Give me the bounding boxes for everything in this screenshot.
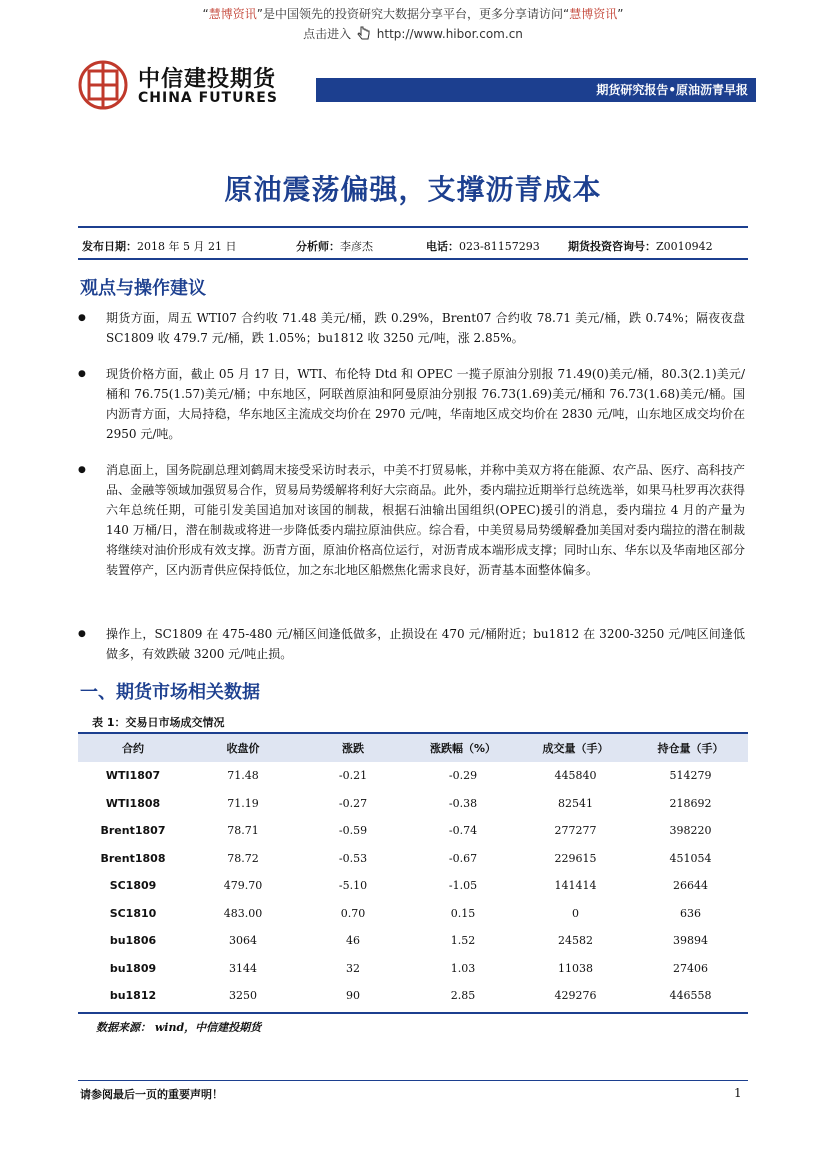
table-cell: 3250 — [229, 989, 257, 1003]
bullet-futures — [80, 308, 745, 348]
table-cell: 71.48 — [227, 769, 259, 783]
table-row — [78, 762, 748, 790]
analyst-value: 李彦杰 — [340, 240, 373, 253]
table-cell: -5.10 — [338, 879, 368, 893]
table-cell: 1.03 — [450, 961, 476, 975]
phone — [426, 238, 540, 254]
table-cell: 398220 — [669, 824, 712, 838]
promo-quote-close: ” — [617, 7, 624, 21]
contract-cell: SC1810 — [109, 906, 157, 920]
column-header: 涨跌 — [342, 742, 364, 755]
column-header: 合约 — [122, 742, 144, 755]
column-header: 持仓量（手） — [657, 742, 724, 755]
bullet-operation — [80, 624, 745, 664]
table-cell: 0.15 — [450, 906, 476, 920]
table-cell: 39894 — [673, 934, 708, 948]
table-cell: 636 — [680, 906, 701, 920]
table-cell: -0.21 — [338, 769, 368, 783]
contract-cell: bu1812 — [109, 989, 157, 1003]
table-cell: 0 — [572, 906, 579, 920]
bullet-text: 操作上，SC1809 在 475-480 元/桶区间逢低做多，止损设在 470 元/桶附近；bu1812 在 3200-3250 元/吨区间逢低做多，有效跌破 3200 元/吨止损。 — [106, 627, 745, 661]
promo-text: ”是中国领先的投资研究大数据分享平台，更多分享请访问“ — [256, 7, 570, 21]
promo-line — [0, 6, 826, 22]
column-header: 收盘价 — [226, 742, 260, 755]
table-cell: 26644 — [673, 879, 708, 893]
citic-logo-icon — [78, 60, 128, 110]
table-row — [78, 927, 748, 955]
table-row — [78, 790, 748, 818]
table-cell: -0.27 — [338, 796, 368, 810]
table-cell: 3144 — [229, 961, 257, 975]
bullet-icon: ● — [78, 313, 86, 323]
table-cell: -0.53 — [338, 851, 368, 865]
table-cell: 446558 — [669, 989, 712, 1003]
table-cell: 78.72 — [227, 851, 259, 865]
disclaimer-notice: 请参阅最后一页的重要声明！ — [80, 1088, 223, 1101]
analyst — [296, 238, 373, 254]
promo-enter-label: 点击进入 — [303, 27, 352, 41]
table-cell: 451054 — [669, 851, 712, 865]
phone-label: 电话： — [426, 240, 459, 253]
table-row — [78, 982, 748, 1010]
table-cell: -0.67 — [448, 851, 478, 865]
table-cell: 90 — [346, 989, 360, 1003]
table-caption: 表 1：交易日市场成交情况 — [92, 716, 225, 729]
contract-cell: Brent1807 — [100, 824, 166, 838]
license-value: Z0010942 — [656, 240, 713, 253]
table-cell: 1.52 — [450, 934, 476, 948]
bullet-spot-price — [80, 364, 745, 444]
promo-url-link[interactable]: http://www.hibor.com.cn — [376, 27, 523, 41]
contract-cell: bu1806 — [109, 934, 157, 948]
table-cell: -0.74 — [448, 824, 478, 838]
column-header: 涨跌幅（%） — [429, 742, 497, 755]
table-cell: 24582 — [558, 934, 593, 948]
bullet-text: 期货方面，周五 WTI07 合约收 71.48 美元/桶，跌 0.29%，Brent07 合约收 78.71 美元/桶，跌 0.74%；隔夜夜盘 SC1809 收 479.7 元/桶，跌 1.05%；bu1812 收 3250 元/吨，涨 2.85%。 — [106, 311, 745, 345]
company-name-en: CHINA FUTURES — [138, 90, 278, 106]
license-number — [568, 238, 713, 254]
table-cell: 46 — [346, 934, 360, 948]
promo-brand[interactable]: 慧博资讯 — [208, 7, 257, 21]
table-row — [78, 872, 748, 900]
title-divider — [78, 226, 748, 228]
contract-cell: WTI1808 — [105, 796, 161, 810]
table-cell: -0.29 — [448, 769, 478, 783]
report-title: 原油震荡偏强，支撑沥青成本 — [224, 173, 602, 206]
bullet-icon: ● — [78, 465, 86, 475]
table-cell: 32 — [346, 961, 360, 975]
publish-date-value: 2018 年 5 月 21 日 — [137, 240, 237, 253]
contract-cell: bu1809 — [109, 961, 157, 975]
page-number: 1 — [734, 1086, 742, 1100]
table-row — [78, 817, 748, 845]
report-type-banner — [316, 78, 756, 102]
table-cell: -0.59 — [338, 824, 368, 838]
table-cell: 82541 — [558, 796, 593, 810]
table-cell: 483.00 — [223, 906, 263, 920]
table-row — [78, 900, 748, 928]
table-cell: 2.85 — [450, 989, 476, 1003]
footer-divider — [78, 1080, 748, 1081]
table-cell: 78.71 — [227, 824, 259, 838]
table-bottom-rule — [78, 1012, 748, 1014]
bullet-news — [80, 460, 745, 580]
promo-brand-2[interactable]: 慧博资讯 — [569, 7, 618, 21]
column-header: 成交量（手） — [542, 742, 609, 755]
contract-cell: SC1809 — [109, 879, 157, 893]
bullet-text: 消息面上，国务院副总理刘鹤周末接受采访时表示，中美不打贸易帐，并称中美双方将在能源、农产品、医疗、高科技产品、金融等领域加强贸易合作，贸易局势缓解将利好大宗商品。此外，委内瑞拉近期举行总统选举，如果马杜罗再次获得六年总统任期，可能引发美国追加对该国的制裁，根据石油输出国组织(OPEC)援引的消息，委内瑞拉 4 月的产量为 140 万桶/日，潜在制裁或将进一步降低委内瑞拉原油供应。综合看，中美贸易局势缓解叠加美国对委内瑞拉的潜在制裁将继续对油价形成有效支撑。沥青方面，原油价格高位运行，对沥青成本端形成支撑；同时山东、华东以及华南地区部分装置停产，区内沥青供应保持低位，加之东北地区船燃焦化需求良好，沥青基本面整体偏多。 — [106, 463, 745, 577]
table-cell: -0.38 — [448, 796, 478, 810]
table-cell: -1.05 — [448, 879, 478, 893]
data-source-note: 数据来源： wind，中信建投期货 — [96, 1021, 262, 1034]
hand-cursor-icon — [357, 26, 371, 40]
bullet-icon: ● — [78, 369, 86, 379]
license-label: 期货投资咨询号： — [568, 240, 656, 253]
meta-divider — [78, 258, 748, 260]
table-cell: 0.70 — [340, 906, 366, 920]
analyst-label: 分析师： — [296, 240, 340, 253]
publish-date-label: 发布日期： — [82, 240, 137, 253]
table-cell: 229615 — [554, 851, 597, 865]
phone-value: 023-81157293 — [459, 240, 540, 253]
section-title-market-data: 一、期货市场相关数据 — [80, 682, 260, 703]
section-title-viewpoint: 观点与操作建议 — [80, 278, 206, 299]
table-cell: 445840 — [554, 769, 597, 783]
promo-link-line[interactable] — [0, 25, 826, 42]
market-data-table — [78, 734, 748, 1010]
table-cell: 3064 — [229, 934, 257, 948]
contract-cell: Brent1808 — [100, 851, 166, 865]
report-type-label: 期货研究报告•原油沥青早报 — [596, 83, 748, 97]
bullet-text: 现货价格方面，截止 05 月 17 日，WTI、布伦特 Dtd 和 OPEC 一揽子原油分别报 71.49(0)美元/桶，80.3(2.1)美元/桶和 76.75(1.57)美元/桶；中东地区，阿联酋原油和阿曼原油分别报 76.73(1.69)美元/桶和 76.73(1.68)美元/桶。国内沥青方面，大局持稳，华东地区主流成交均价在 2970 元/吨，华南地区成交均价在 2830 元/吨，山东地区成交均价在 2950 元/吨。 — [106, 367, 745, 441]
table-cell: 514279 — [669, 769, 712, 783]
table-cell: 141414 — [554, 879, 597, 893]
table-cell: 11038 — [558, 961, 593, 975]
table-cell: 71.19 — [227, 796, 259, 810]
table-cell: 218692 — [669, 796, 712, 810]
bullet-icon: ● — [78, 629, 86, 639]
contract-cell: WTI1807 — [105, 769, 161, 783]
table-header-row — [78, 734, 748, 762]
table-cell: 27406 — [673, 961, 708, 975]
table-cell: 429276 — [554, 989, 597, 1003]
table-row — [78, 845, 748, 873]
table-cell: 277277 — [554, 824, 597, 838]
table-row — [78, 955, 748, 983]
company-name-cn: 中信建投期货 — [138, 67, 277, 92]
publish-date — [82, 238, 236, 254]
promo-quote-open: “ — [202, 7, 209, 21]
table-cell: 479.70 — [223, 879, 263, 893]
